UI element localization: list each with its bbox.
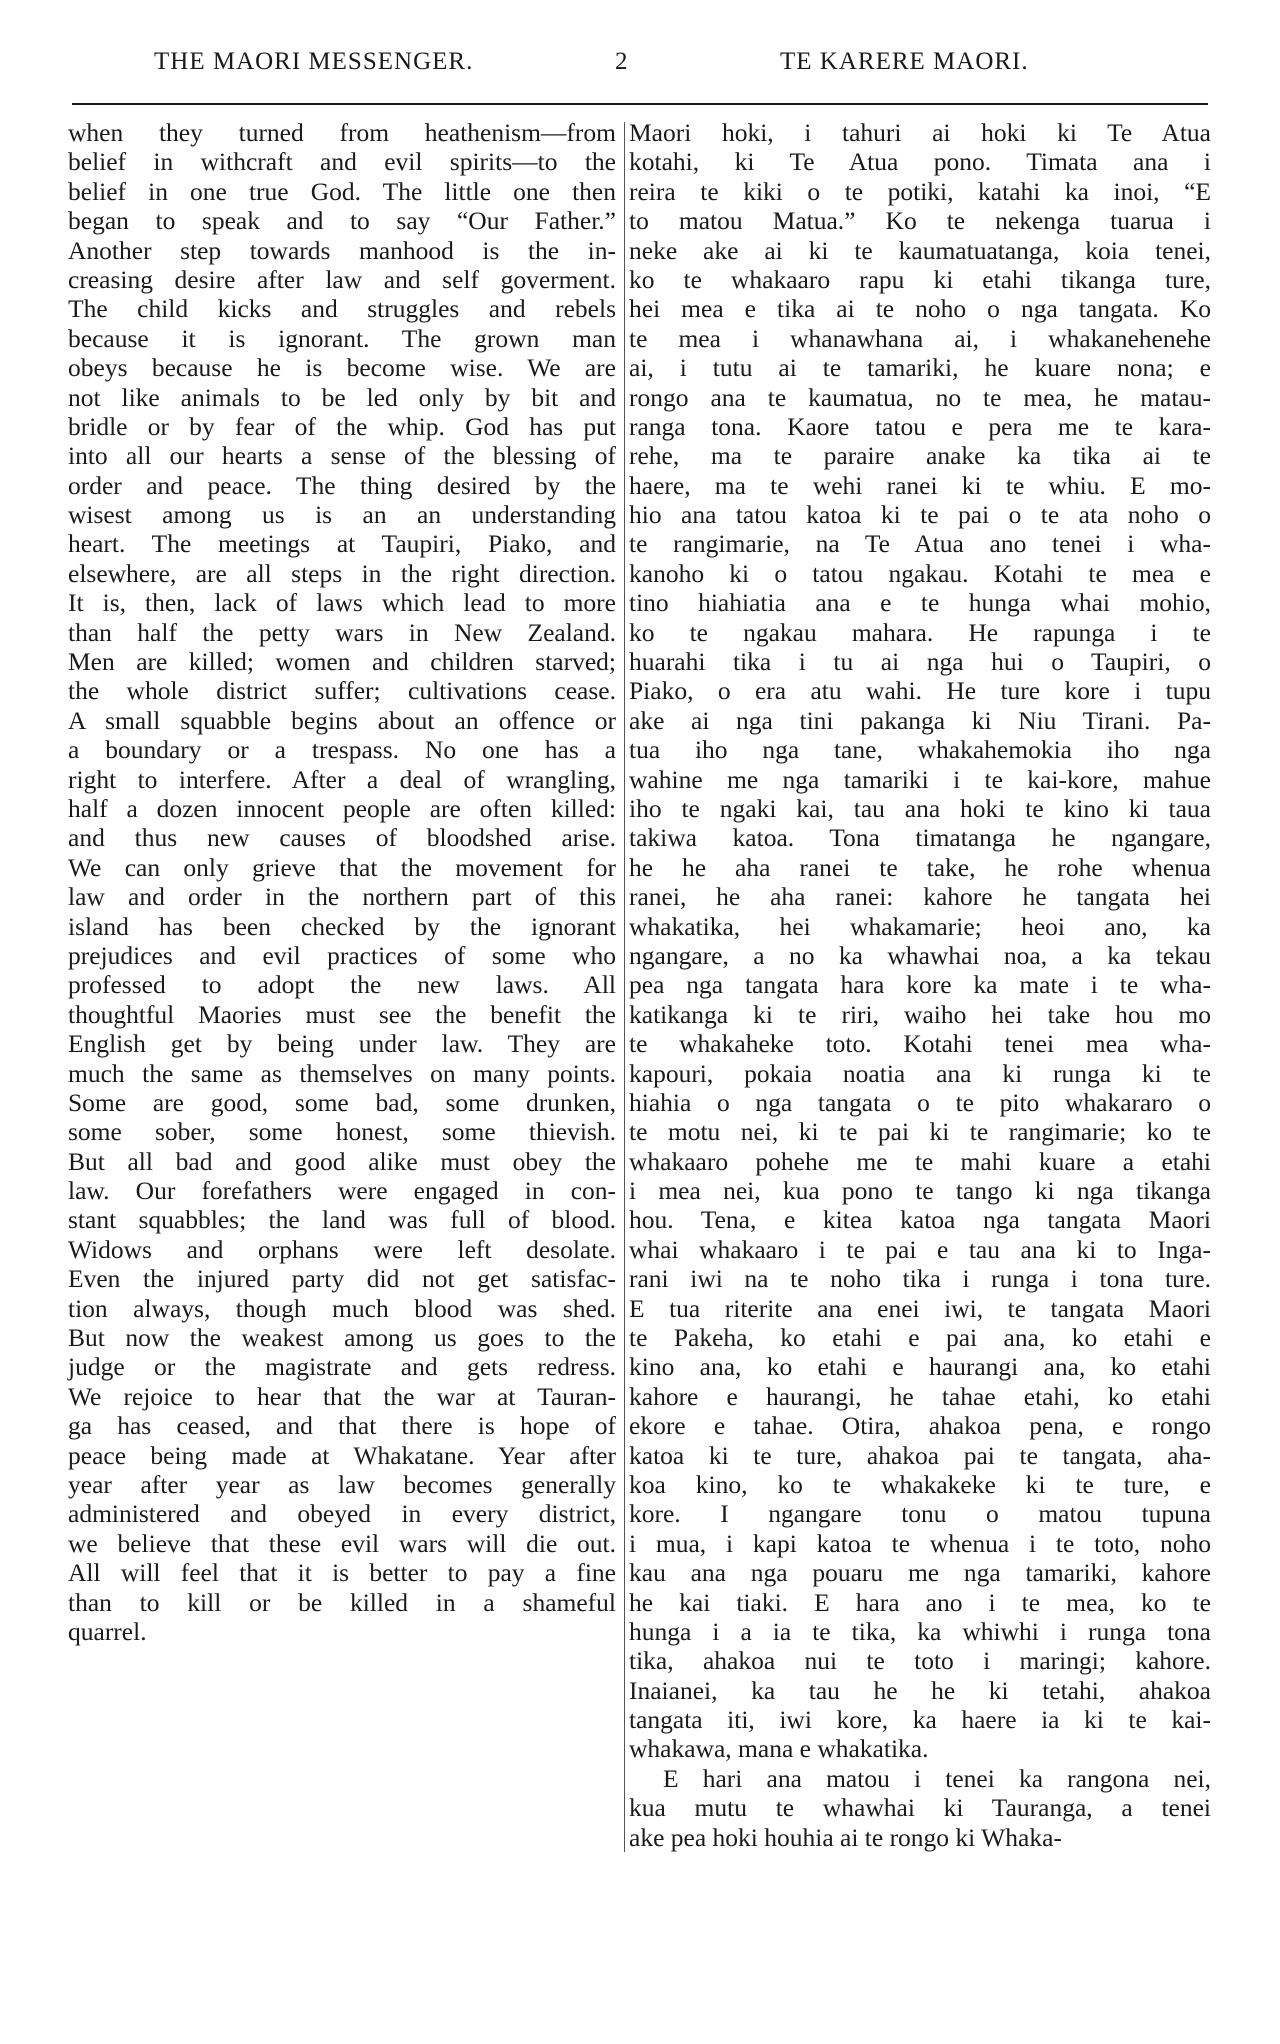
text-line: hio ana tatou katoa ki te pai o te ata noho o <box>629 500 1211 530</box>
text-line: whakaaro pohehe me te mahi kuare a etahi <box>629 1146 1211 1176</box>
text-line: kua mutu te whawhai ki Tauranga, a tenei <box>629 1793 1211 1823</box>
text-line: Maori hoki, i tahuri ai hoki ki Te Atua <box>629 118 1211 147</box>
text-line: not like animals to be led only by bit and <box>68 382 616 412</box>
text-line: peace being made at Whakatane. Year after <box>68 1440 616 1470</box>
text-line: takiwa katoa. Tona timatanga he ngangare, <box>629 823 1211 853</box>
text-line: law. Our forefathers were engaged in con- <box>68 1176 616 1206</box>
text-line: But all bad and good alike must obey the <box>68 1146 616 1176</box>
text-line: hunga i a ia te tika, ka whiwhi i runga tona <box>629 1616 1211 1646</box>
text-line: kahore e haurangi, he tahae etahi, ko etahi <box>629 1381 1211 1411</box>
text-line: much the same as themselves on many points. <box>68 1058 616 1088</box>
text-line: katikanga ki te riri, waiho hei take hou mo <box>629 999 1211 1029</box>
english-column <box>68 118 616 1646</box>
text-line: Inaianei, ka tau he he ki tetahi, ahakoa <box>629 1675 1211 1705</box>
text-line: ranga tona. Kaore tatou e pera me te kara- <box>629 411 1211 441</box>
text-line: than half the petty wars in New Zealand. <box>68 617 616 647</box>
text-line: kau ana nga pouaru me nga tamariki, kahore <box>629 1558 1211 1588</box>
text-line: koa kino, ko te whakakeke ki te ture, e <box>629 1469 1211 1499</box>
text-line: Even the injured party did not get satisfac- <box>68 1264 616 1294</box>
text-line: kino ana, ko etahi e haurangi ana, ko etahi <box>629 1352 1211 1382</box>
text-line: stant squabbles; the land was full of blood. <box>68 1205 616 1235</box>
text-line: a boundary or a trespass. No one has a <box>68 735 616 765</box>
text-line: English get by being under law. They are <box>68 1029 616 1059</box>
text-line: began to speak and to say “Our Father.” <box>68 206 616 236</box>
text-line: whakatika, hei whakamarie; heoi ano, ka <box>629 911 1211 941</box>
text-line: when they turned from heathenism—from <box>68 118 616 147</box>
text-line: te Pakeha, ko etahi e pai ana, ko etahi e <box>629 1323 1211 1353</box>
text-line: judge or the magistrate and gets redress. <box>68 1352 616 1382</box>
text-line: law and order in the northern part of this <box>68 882 616 912</box>
text-line: because it is ignorant. The grown man <box>68 323 616 353</box>
header-english-title: THE MAORI MESSENGER. <box>154 48 474 75</box>
text-line: All will feel that it is better to pay a fine <box>68 1558 616 1588</box>
text-line: tika, ahakoa nui te toto i maringi; kahore. <box>629 1646 1211 1676</box>
text-line: tion always, though much blood was shed. <box>68 1293 616 1323</box>
text-line: whai whakaaro i te pai e tau ana ki to Inga- <box>629 1234 1211 1264</box>
text-line: and thus new causes of bloodshed arise. <box>68 823 616 853</box>
text-line: huarahi tika i tu ai nga hui o Taupiri, o <box>629 647 1211 677</box>
text-line: But now the weakest among us goes to the <box>68 1323 616 1353</box>
text-line: Piako, o era atu wahi. He ture kore i tupu <box>629 676 1211 706</box>
text-line: quarrel. <box>68 1616 147 1646</box>
text-line: haere, ma te wehi ranei ki te whiu. E mo- <box>629 470 1211 500</box>
text-line: some sober, some honest, some thievish. <box>68 1117 616 1147</box>
text-line: rani iwi na te noho tika i runga i tona ture. <box>629 1264 1211 1294</box>
text-line: hou. Tena, e kitea katoa nga tangata Maori <box>629 1205 1211 1235</box>
text-line: rehe, ma te paraire anake ka tika ai te <box>629 441 1211 471</box>
text-line: It is, then, lack of laws which lead to more <box>68 588 616 618</box>
text-line: the whole district suffer; cultivations cease. <box>68 676 616 706</box>
text-line: We can only grieve that the movement for <box>68 852 616 882</box>
maori-column <box>629 118 1211 1852</box>
text-line: kore. I ngangare tonu o matou tupuna <box>629 1499 1211 1529</box>
header-maori-title: TE KARERE MAORI. <box>780 48 1029 75</box>
text-line: te rangimarie, na Te Atua ano tenei i wha- <box>629 529 1211 559</box>
text-line: E hari ana matou i tenei ka rangona nei, <box>663 1763 1211 1793</box>
text-line: We rejoice to hear that the war at Tauran- <box>68 1381 616 1411</box>
text-line: to matou Matua.” Ko te nekenga tuarua i <box>629 206 1211 236</box>
text-line: The child kicks and struggles and rebels <box>68 294 616 324</box>
text-line: tangata iti, iwi kore, ka haere ia ki te kai- <box>629 1705 1211 1735</box>
header-rule <box>72 103 1208 105</box>
text-line: heart. The meetings at Taupiri, Piako, and <box>68 529 616 559</box>
text-line: ai, i tutu ai te tamariki, he kuare nona; e <box>629 353 1211 383</box>
text-line: ake ai nga tini pakanga ki Niu Tirani. Pa- <box>629 705 1211 735</box>
text-line: i mea nei, kua pono te tango ki nga tikanga <box>629 1176 1211 1206</box>
text-line: into all our hearts a sense of the blessing of <box>68 441 616 471</box>
text-line: than to kill or be killed in a shameful <box>68 1587 616 1617</box>
text-line: ake pea hoki houhia ai te rongo ki Whaka- <box>629 1822 1062 1852</box>
text-line: kanoho ki o tatou ngakau. Kotahi te mea e <box>629 558 1211 588</box>
text-line: whakawa, mana e whakatika. <box>629 1734 929 1764</box>
text-line: administered and obeyed in every district, <box>68 1499 616 1529</box>
text-line: neke ake ai ki te kaumatuatanga, koia tenei, <box>629 235 1211 265</box>
text-line: we believe that these evil wars will die out. <box>68 1528 616 1558</box>
text-line: Widows and orphans were left desolate. <box>68 1234 616 1264</box>
text-line: te mea i whanawhana ai, i whakanehenehe <box>629 323 1211 353</box>
text-line: pea nga tangata hara kore ka mate i te wha- <box>629 970 1211 1000</box>
text-line: ngangare, a no ka whawhai noa, a ka tekau <box>629 940 1211 970</box>
text-line: Another step towards manhood is the in- <box>68 235 616 265</box>
text-line: ekore e tahae. Otira, ahakoa pena, e rongo <box>629 1411 1211 1441</box>
text-line: island has been checked by the ignorant <box>68 911 616 941</box>
text-line: i mua, i kapi katoa te whenua i te toto, noho <box>629 1528 1211 1558</box>
text-line: kapouri, pokaia noatia ana ki runga ki te <box>629 1058 1211 1088</box>
text-line: kotahi, ki Te Atua pono. Timata ana i <box>629 147 1211 177</box>
text-line: hiahia o nga tangata o te pito whakararo o <box>629 1087 1211 1117</box>
text-line: order and peace. The thing desired by the <box>68 470 616 500</box>
text-line: wahine me nga tamariki i te kai-kore, mahue <box>629 764 1211 794</box>
text-line: ranei, he aha ranei: kahore he tangata hei <box>629 882 1211 912</box>
text-line: hei mea e tika ai te noho o nga tangata. Ko <box>629 294 1211 324</box>
text-line: E tua riterite ana enei iwi, te tangata Maori <box>629 1293 1211 1323</box>
text-line: right to interfere. After a deal of wrangling, <box>68 764 616 794</box>
text-line: A small squabble begins about an offence or <box>68 705 616 735</box>
text-line: te whakaheke toto. Kotahi tenei mea wha- <box>629 1029 1211 1059</box>
text-line: ko te ngakau mahara. He rapunga i te <box>629 617 1211 647</box>
text-line: creasing desire after law and self goverment. <box>68 264 616 294</box>
text-line: half a dozen innocent people are often killed: <box>68 793 616 823</box>
page-header <box>70 48 1210 88</box>
text-line: belief in one true God. The little one then <box>68 176 616 206</box>
text-line: bridle or by fear of the whip. God has put <box>68 411 616 441</box>
text-line: ga has ceased, and that there is hope of <box>68 1411 616 1441</box>
text-line: ko te whakaaro rapu ki etahi tikanga ture, <box>629 264 1211 294</box>
text-line: wisest among us is an an understanding <box>68 500 616 530</box>
column-divider <box>624 122 625 1852</box>
text-line: Some are good, some bad, some drunken, <box>68 1087 616 1117</box>
page-number: 2 <box>615 48 629 75</box>
text-line: he kai tiaki. E hara ano i te mea, ko te <box>629 1587 1211 1617</box>
text-line: rongo ana te kaumatua, no te mea, he matau- <box>629 382 1211 412</box>
text-line: katoa ki te ture, ahakoa pai te tangata, aha- <box>629 1440 1211 1470</box>
text-line: iho te ngaki kai, tau ana hoki te kino ki taua <box>629 793 1211 823</box>
text-line: obeys because he is become wise. We are <box>68 353 616 383</box>
text-line: year after year as law becomes generally <box>68 1469 616 1499</box>
text-line: tino hiahiatia ana e te hunga whai mohio, <box>629 588 1211 618</box>
text-line: te motu nei, ki te pai ki te rangimarie; ko te <box>629 1117 1211 1147</box>
text-line: tua iho nga tane, whakahemokia iho nga <box>629 735 1211 765</box>
text-line: prejudices and evil practices of some who <box>68 940 616 970</box>
text-line: elsewhere, are all steps in the right direction. <box>68 558 616 588</box>
text-line: professed to adopt the new laws. All <box>68 970 616 1000</box>
text-line: belief in withcraft and evil spirits—to the <box>68 147 616 177</box>
text-line: thoughtful Maories must see the benefit the <box>68 999 616 1029</box>
text-line: Men are killed; women and children starved; <box>68 647 616 677</box>
text-line: reira te kiki o te potiki, katahi ka inoi, “E <box>629 176 1211 206</box>
text-line: he he aha ranei te take, he rohe whenua <box>629 852 1211 882</box>
